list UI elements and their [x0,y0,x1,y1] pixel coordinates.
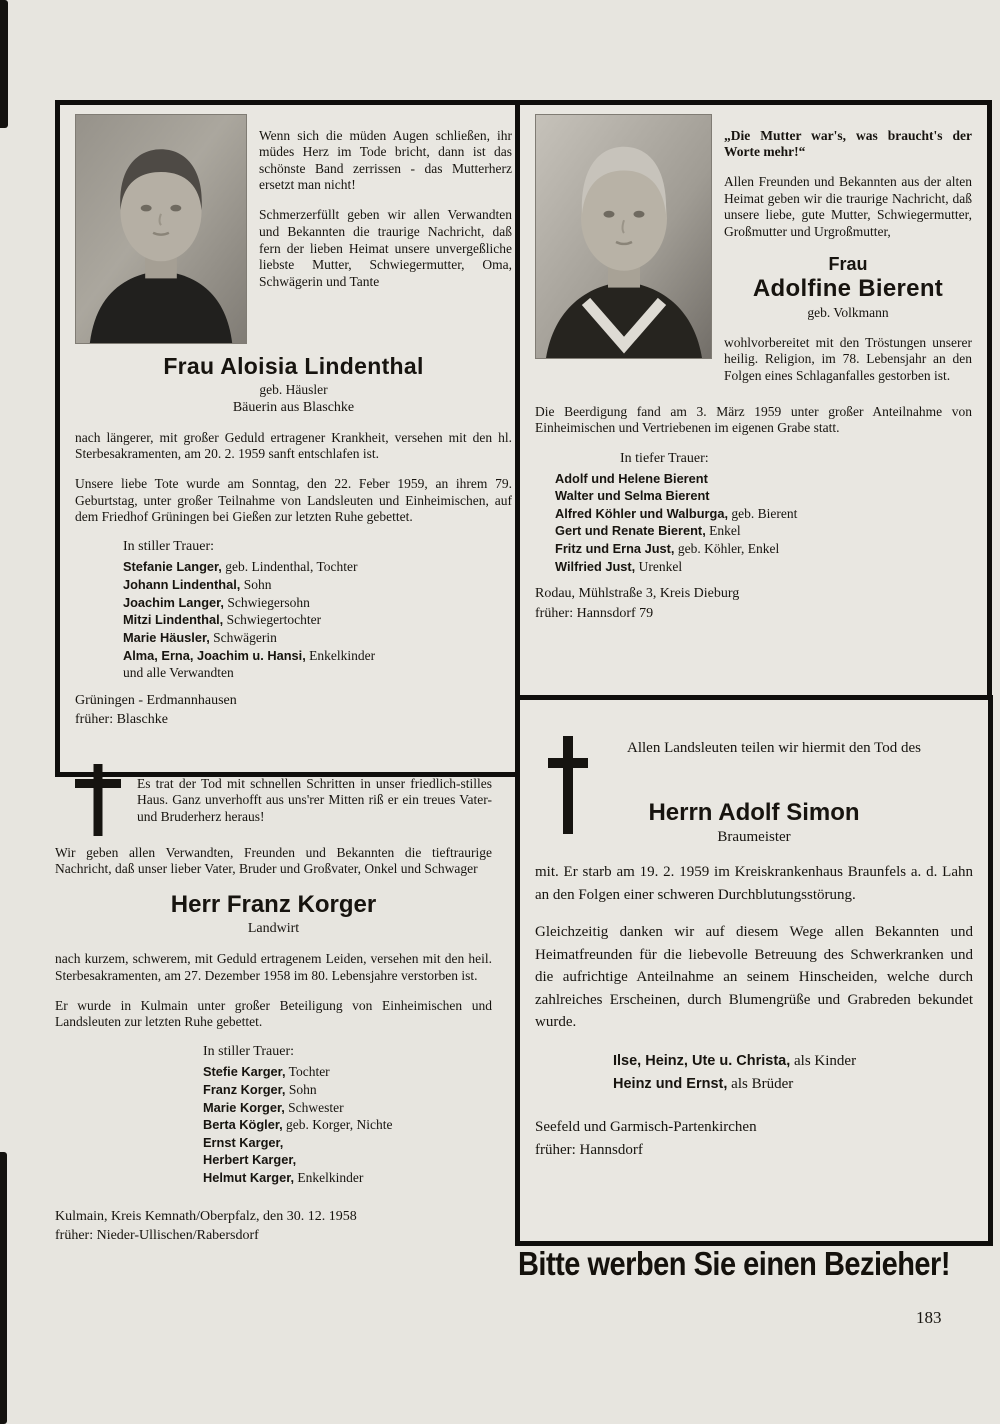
death-info: wohlvorbereitet mit den Tröstungen unserer heilig. Religion, im 78. Lebensjahr an den Folgen eines Schlaganfalles gestorben ist. [724,334,972,383]
obituary-bierent [515,100,992,714]
mourner-row: Joachim Langer, Schwiegersohn [123,594,310,610]
mourner-row: Berta Kögler, geb. Korger, Nichte [203,1117,393,1133]
maiden-name: geb. Volkmann [807,305,889,321]
deceased-name: Adolfine Bierent [752,275,944,303]
memorial-verse: Wenn sich die müden Augen schließen, ihr müdes Herz im Tode bricht, dann ist das schönste Band zerrissen - das Mutterherz ersetzt man nicht! [259,127,512,193]
burial-info: Unsere liebe Tote wurde am Sonntag, den 22. Feber 1959, an ihrem 79. Geburtstag, unter großer Teilnahme von Landsleuten und Einheimischen, auf dem Friedhof Grüningen bei Gießen zur letzten Ruhe gebettet. [75,476,512,525]
mourner-row: Walter und Selma Bierent [555,488,710,504]
mourning-label: In stiller Trauer: [123,539,214,555]
mourner-row: Franz Korger, Sohn [203,1081,317,1097]
cross-icon [75,764,121,836]
mourner-row: Heinz und Ernst, als Brüder [613,1075,794,1092]
mourner-row: Stefanie Langer, geb. Lindenthal, Tochter [123,559,358,575]
announcement-intro: Allen Freunden und Bekannten aus der alten Heimat geben wir die traurige Nachricht, daß unsere liebe, gute Mutter, Schwiegermutter, Großmutter und Urgroßmutter, [724,174,972,239]
deceased-name: Herr Franz Korger [170,891,377,919]
residence-block [535,1116,973,1163]
occupation-line: Landwirt [247,921,300,937]
mourner-row: Herbert Karger, [203,1152,297,1168]
mourner-row: Helmut Karger, Enkelkinder [203,1170,364,1186]
mourner-row: Ernst Karger, [203,1134,284,1150]
residence-line: Kulmain, Kreis Kemnath/Oberpfalz, den 30. 12. 1958 [55,1208,357,1224]
residence-block [535,584,972,623]
memorial-verse: Es trat der Tod mit schnellen Schritten in unser friedlich-stilles Haus. Ganz unverhofft aus uns'rer Mitten riß er ein treues Vater- und Bruderherz heraus! [137,775,492,824]
former-residence-line: früher: Hannsdorf [535,1142,643,1159]
verse-and-intro [259,114,512,304]
mourner-list [123,558,512,681]
announcement-intro: Allen Landsleuten teilen wir hiermit den Tod des [627,740,922,756]
memorial-quote: „Die Mutter war's, was braucht's der Worte mehr!“ [724,127,972,160]
deceased-name: Frau Aloisia Lindenthal [163,353,424,379]
mourner-row: Wilfried Just, Urenkel [555,558,683,574]
residence-line: Seefeld und Garmisch-Partenkirchen [535,1119,757,1135]
former-residence-line: früher: Nieder-Ullischen/Rabersdorf [55,1228,259,1244]
obituary-lindenthal [55,100,532,777]
portrait-photo [75,114,247,344]
thanks-info: Gleichzeitig danken wir auf diesem Wege allen Bekannten und Heimatfreunden für die liebevolle Betreuung des Schwerkranken und die aufrichtige Anteilnahme an seinem Hinscheiden, welche durch zahlreiches Erscheinen, durch Blumengrüße und Grabreden bekundet wurde. [535,924,973,1030]
cross-icon [548,736,588,834]
occupation-line: Braumeister [717,829,791,845]
maiden-name: geb. Häusler [259,382,328,397]
former-residence-line: früher: Hannsdorf 79 [535,605,654,621]
mourner-list [555,470,972,576]
subscription-advert: Bitte werben Sie einen Bezieher! [517,1246,950,1283]
photo-and-verse-row [75,114,512,344]
mourner-row: Marie Korger, Schwester [203,1099,344,1115]
deceased-name: Herrn Adolf Simon [648,799,860,826]
mourner-row: Ilse, Heinz, Ute u. Christa, als Kinder [613,1052,857,1069]
announcement-intro: Wir geben allen Verwandten, Freunden und Bekannten die tieftraurige Nachricht, daß unser lieber Vater, Bruder und Großvater, Onkel und Schwager [55,844,492,877]
photo-and-verse-row [535,114,972,398]
mourning-label: In stiller Trauer: [203,1044,294,1060]
mourner-row: Fritz und Erna Just, geb. Köhler, Enkel [555,541,780,557]
death-info: nach kurzem, schwerem, mit Geduld ertragenem Leiden, versehen mit den heil. Sterbesakramenten, am 27. Dezember 1958 im 80. Lebensjahre verstorben ist. [55,950,492,983]
announcement-intro: Schmerzerfüllt geben wir allen Verwandten und Bekannten die traurige Nachricht, daß fern der lieben Heimat unsere unvergeßliche liebste Mutter, Schwiegermutter, Oma, Schwägerin und Tante [259,207,512,289]
portrait-photo [535,114,712,359]
mourner-list [203,1063,492,1186]
mourner-row: Alma, Erna, Joachim u. Hansi, Enkelkinder [123,647,376,663]
scan-artifact [0,0,8,128]
mourners-closing: und alle Verwandten [123,665,234,681]
mourner-row: Gert und Renate Bierent, Enkel [555,523,741,539]
origin-line: Bäuerin aus Blaschke [232,400,355,415]
obituary-korger [55,758,492,1315]
death-info: nach längerer, mit großer Geduld ertragener Krankheit, versehen mit den hl. Sterbesakramenten, am 20. 2. 1959 sanft entschlafen ist. [75,429,512,462]
deceased-title: Frau [828,254,868,275]
mourning-label: In tiefer Trauer: [620,450,709,466]
mourner-row: Adolf und Helene Bierent [555,470,708,486]
page-number: 183 [916,1308,942,1327]
residence-block [75,691,512,730]
residence-line: Rodau, Mühlstraße 3, Kreis Dieburg [535,586,740,602]
mourner-row: Alfred Köhler und Walburga, geb. Bierent [555,505,798,521]
mourner-row: Mitzi Lindenthal, Schwiegertochter [123,612,322,628]
mourner-list [613,1050,973,1097]
mourner-row: Marie Häusler, Schwägerin [123,629,277,645]
scan-artifact [0,1152,7,1424]
residence-block [55,1207,492,1246]
former-residence-line: früher: Blaschke [75,712,168,728]
cross-and-verse-row [55,762,492,839]
verse-and-intro [724,114,972,398]
burial-info: Die Beerdigung fand am 3. März 1959 unter großer Anteilnahme von Einheimischen und Vertriebenen im eigenen Grabe statt. [535,403,972,436]
mourner-row: Johann Lindenthal, Sohn [123,577,272,593]
burial-info: Er wurde in Kulmain unter großer Beteiligung von Einheimischen und Landsleuten zur letzten Ruhe gebettet. [55,997,492,1030]
death-info: mit. Er starb am 19. 2. 1959 im Kreiskrankenhaus Braunfels a. d. Lahn an den Folgen einer schweren Durchblutungsstörung. [535,864,973,903]
obituary-simon [515,695,993,1246]
residence-line: Grüningen - Erdmannhausen [75,692,237,708]
mourner-row: Stefie Karger, Tochter [203,1064,330,1080]
